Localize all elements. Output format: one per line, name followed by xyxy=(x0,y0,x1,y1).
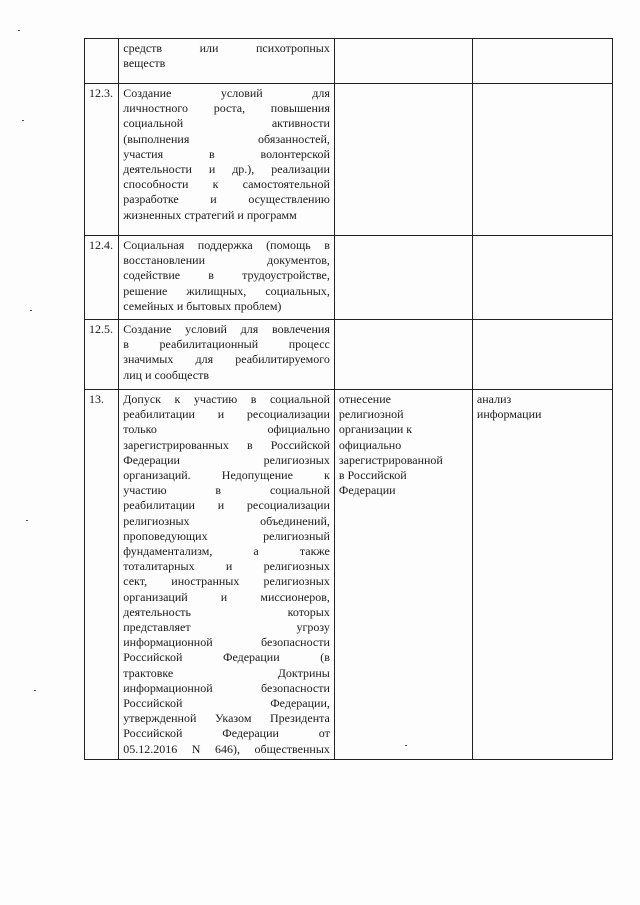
text-line: 05.12.2016 N 646), общественных xyxy=(123,741,330,756)
text-line: Федерации религиозных xyxy=(123,452,330,467)
text-line: анализ xyxy=(476,392,512,406)
text-line: религиозной xyxy=(338,407,404,422)
text-line: отнесение xyxy=(338,392,391,406)
text-line: реабилитации и ресоциализации xyxy=(123,407,330,422)
table-row xyxy=(85,390,613,760)
text-line: разработке и осуществлению xyxy=(123,192,330,207)
table-row xyxy=(85,236,613,320)
text-line: решение жилищных, социальных, xyxy=(123,283,330,298)
scan-speck xyxy=(34,690,36,691)
measure-description xyxy=(119,39,335,84)
text-line: утвержденной Указом Президента xyxy=(123,711,330,726)
text-line: сект, иностранных религиозных xyxy=(123,574,330,589)
measure-description xyxy=(119,84,335,236)
text-line: в Российской xyxy=(338,468,407,483)
text-line: (выполнения обязанностей, xyxy=(123,131,330,146)
scan-speck xyxy=(405,745,407,746)
text-line: организаций и миссионеров, xyxy=(123,589,330,604)
text-line: зарегистрированных в Российской xyxy=(123,437,330,452)
text-line: социальной активности xyxy=(123,116,330,131)
measure-description xyxy=(119,390,335,760)
text-line: информационной безопасности xyxy=(123,635,330,650)
text-line: информации xyxy=(476,407,542,422)
row-number: 13. xyxy=(85,390,119,760)
text-line: представляет угрозу xyxy=(123,620,330,635)
text-line: содействие в трудоустройстве, xyxy=(123,268,330,283)
text-line: Создание условий для вовлечения xyxy=(123,322,330,336)
text-line: Создание условий для xyxy=(123,86,330,100)
text-line: религиозных объединений, xyxy=(123,513,330,528)
text-line: личностного роста, повышения xyxy=(123,101,330,116)
scan-speck xyxy=(18,30,20,31)
text-line: информационной безопасности xyxy=(123,680,330,695)
row-number: 12.4. xyxy=(85,236,119,320)
text-line: тоталитарных и религиозных xyxy=(123,559,330,574)
text-line: жизненных стратегий и программ xyxy=(123,207,297,222)
method-cell xyxy=(472,39,612,84)
scan-speck xyxy=(26,520,28,521)
text-line: значимых для реабилитируемого xyxy=(123,352,330,367)
table-row xyxy=(85,84,613,236)
text-line: проповедующих религиозный xyxy=(123,528,330,543)
text-line: деятельность которых xyxy=(123,604,330,619)
text-line: веществ xyxy=(123,56,166,71)
measures-table xyxy=(84,38,613,760)
text-line: официально xyxy=(338,437,402,452)
method-cell xyxy=(472,84,612,236)
scan-speck xyxy=(30,310,32,311)
text-line: фундаментализм, а также xyxy=(123,544,330,559)
text-line: восстановлении документов, xyxy=(123,253,330,268)
text-line: участию в социальной xyxy=(123,483,330,498)
text-line: Российской Федерации, xyxy=(123,696,330,711)
method-cell xyxy=(472,390,612,760)
row-number: 12.5. xyxy=(85,320,119,390)
text-line: деятельности и др.), реализации xyxy=(123,162,330,177)
text-line: организаций. Недопущение к xyxy=(123,468,330,483)
text-line: в реабилитационный процесс xyxy=(123,337,330,352)
table-row xyxy=(85,39,613,84)
condition-cell xyxy=(334,84,472,236)
condition-cell xyxy=(334,390,472,760)
text-line: средств или психотропных xyxy=(123,41,330,55)
text-line: семейных и бытовых проблем) xyxy=(123,298,282,313)
measure-description xyxy=(119,320,335,390)
table-row xyxy=(85,320,613,390)
text-line: Федерации xyxy=(338,483,396,498)
text-line: Допуск к участию в социальной xyxy=(123,392,330,406)
row-number xyxy=(85,39,119,84)
text-line: участия в волонтерской xyxy=(123,146,330,161)
text-line: зарегистрированной xyxy=(338,452,443,467)
condition-cell xyxy=(334,320,472,390)
condition-cell xyxy=(334,39,472,84)
method-cell xyxy=(472,236,612,320)
text-line: трактовке Доктрины xyxy=(123,665,330,680)
text-line: Социальная поддержка (помощь в xyxy=(123,238,330,252)
method-cell xyxy=(472,320,612,390)
row-number: 12.3. xyxy=(85,84,119,236)
scan-speck xyxy=(22,120,24,121)
text-line: только официально xyxy=(123,422,330,437)
text-line: Российской Федерации от xyxy=(123,726,330,741)
text-line: Российской Федерации (в xyxy=(123,650,330,665)
text-line: способности к самостоятельной xyxy=(123,177,330,192)
text-line: реабилитации и ресоциализации xyxy=(123,498,330,513)
text-line: лиц и сообществ xyxy=(123,367,210,382)
measure-description xyxy=(119,236,335,320)
text-line: организации к xyxy=(338,422,413,437)
condition-cell xyxy=(334,236,472,320)
